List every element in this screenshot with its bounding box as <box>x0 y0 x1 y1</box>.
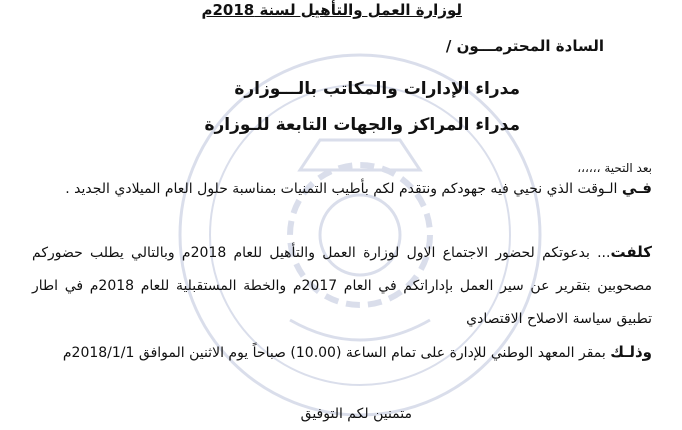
addressee-line: مدراء الإدارات والمكاتب بالـــوزارة <box>234 79 520 99</box>
subject-line: لوزارة العمل والتأهيل لسنة 2018م <box>201 1 462 19</box>
paragraph-text: ... بدعوتكم لحضور الاجتماع الاول لوزارة العمل والتأهيل للعام 2018م وبالتالي يطلب حضوركم مصحوبين بتقرير عن سير العمل بإداراتكم في العام 2017م والخطة المستقبلية للعام 2018م في اطار تطبيق سياسة الاصلاح الاقتصادي <box>32 245 652 327</box>
paragraph-invitation <box>32 236 652 336</box>
paragraph-lead-word: كلفت <box>610 243 652 261</box>
salutation: بعد التحية ،،،،،، <box>577 161 652 175</box>
closing-line: متمنين لكم التوفيق <box>300 406 412 422</box>
addressee-title: السادة المحترمـــون / <box>445 37 604 55</box>
addressee-line: مدراء المراكز والجهات التابعة للـوزارة <box>204 115 520 135</box>
paragraph-venue <box>32 336 652 370</box>
paragraph-greeting <box>32 172 652 206</box>
paragraph-lead-word: وذلـك <box>610 343 652 361</box>
paragraph-text: الـوقت الذي نحيي فيه جهودكم ونتقدم لكم بأطيب التمنيات بمناسبة حلول العام الميلادي الجديد . <box>65 181 622 197</box>
paragraph-text: بمقر المعهد الوطني للإدارة على تمام الساعة (10.00) صباحاً يوم الاثنين الموافق 2018/1/1م <box>62 345 611 361</box>
paragraph-lead-word: فـي <box>621 179 652 197</box>
